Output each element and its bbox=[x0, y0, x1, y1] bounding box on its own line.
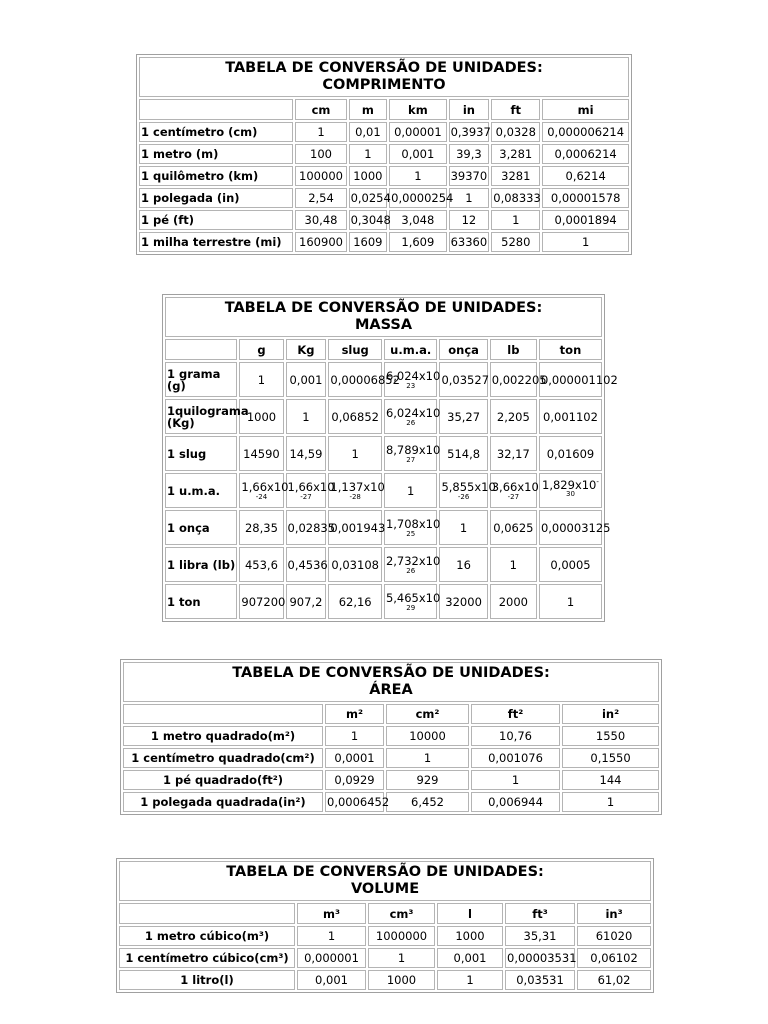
table-cell bbox=[439, 510, 487, 545]
cell-value: 5,465x10 bbox=[385, 590, 441, 605]
title-line-2: MASSA bbox=[354, 317, 413, 333]
column-header: in bbox=[449, 99, 490, 120]
table-cell bbox=[539, 510, 611, 545]
table-cell: 1 bbox=[542, 232, 629, 252]
table-row bbox=[119, 970, 651, 990]
table-cell bbox=[286, 510, 336, 545]
table-cell: 0,001 bbox=[389, 144, 446, 164]
table-cell bbox=[286, 436, 327, 471]
table-cell: 0,0328 bbox=[491, 122, 540, 142]
table-cell: 0,00003531 bbox=[505, 948, 575, 968]
cell-value: 32000 bbox=[445, 594, 482, 609]
cell-value: 2,205 bbox=[496, 409, 530, 424]
length-conversion-table bbox=[136, 54, 632, 255]
table-cell bbox=[328, 436, 382, 471]
table-cell: 0,000001 bbox=[297, 948, 366, 968]
table-cell: 1000000 bbox=[368, 926, 435, 946]
column-header: cm² bbox=[386, 704, 469, 724]
cell-value: 28,35 bbox=[244, 520, 278, 535]
cell-value: 1 bbox=[566, 594, 575, 609]
table-cell: 0,00001 bbox=[389, 122, 446, 142]
cell-value: 3,66x10 bbox=[491, 479, 539, 494]
table-cell: 1 bbox=[325, 726, 384, 746]
cell-value: 0,0625 bbox=[493, 520, 534, 535]
table-cell bbox=[490, 510, 537, 545]
cell-value: 5,855x10 bbox=[441, 479, 496, 494]
table-cell: 144 bbox=[562, 770, 659, 790]
table-cell bbox=[239, 510, 283, 545]
header-row bbox=[139, 99, 629, 120]
table-cell bbox=[490, 362, 547, 397]
row-label: 1 milha terrestre (mi) bbox=[139, 232, 293, 252]
table-cell: 1000 bbox=[349, 166, 388, 186]
volume-conversion-table bbox=[116, 858, 654, 993]
cell-value: 0,02835 bbox=[287, 520, 336, 535]
row-label: 1 metro cúbico(m³) bbox=[119, 926, 295, 946]
row-label: 1 metro quadrado(m²) bbox=[123, 726, 323, 746]
table-cell bbox=[328, 473, 385, 508]
title-line-2: ÁREA bbox=[369, 682, 413, 698]
table-cell bbox=[286, 473, 335, 508]
table-cell: 63360 bbox=[449, 232, 490, 252]
table-cell: 61,02 bbox=[577, 970, 651, 990]
table-cell: 30,48 bbox=[295, 210, 346, 230]
table-cell: 0,0929 bbox=[325, 770, 384, 790]
table-cell: 2,54 bbox=[295, 188, 346, 208]
column-header bbox=[165, 339, 237, 360]
column-header: g bbox=[239, 339, 283, 360]
title-line-1: TABELA DE CONVERSÃO DE UNIDADES: bbox=[224, 300, 543, 316]
title-line-2: COMPRIMENTO bbox=[322, 77, 446, 93]
table-cell: 0,03531 bbox=[505, 970, 575, 990]
table-cell bbox=[490, 584, 537, 619]
table-cell: 0,1550 bbox=[562, 748, 659, 768]
table-cell: 39370 bbox=[449, 166, 490, 186]
table-row bbox=[123, 792, 659, 812]
table-cell: 1 bbox=[437, 970, 503, 990]
exponent: -27 bbox=[300, 492, 312, 501]
column-header: m³ bbox=[297, 903, 366, 924]
table-cell: 100000 bbox=[295, 166, 346, 186]
table-cell: 3,281 bbox=[491, 144, 540, 164]
table-cell: 0,3937 bbox=[449, 122, 490, 142]
cell-value: 6,024x10 bbox=[385, 405, 441, 420]
cell-value: 1000 bbox=[246, 409, 277, 424]
table-cell: 0,3048 bbox=[349, 210, 388, 230]
table-cell bbox=[384, 399, 441, 434]
table-cell: 1 bbox=[389, 166, 446, 186]
cell-value: 1 bbox=[257, 372, 266, 387]
table-cell bbox=[539, 584, 602, 619]
table-cell bbox=[490, 473, 537, 508]
column-header: mi bbox=[542, 99, 629, 120]
table-cell: 1 bbox=[295, 122, 346, 142]
column-header: ft² bbox=[471, 704, 560, 724]
table-cell bbox=[286, 362, 327, 397]
row-label: 1 centímetro cúbico(cm³) bbox=[119, 948, 295, 968]
column-header: onça bbox=[439, 339, 487, 360]
row-label: 1 ton bbox=[165, 584, 237, 619]
title-row bbox=[119, 861, 651, 901]
cell-value: 35,27 bbox=[447, 409, 481, 424]
table-cell: 100 bbox=[295, 144, 346, 164]
table-cell bbox=[439, 473, 496, 508]
exponent: -27 bbox=[507, 492, 520, 501]
cell-value: 907,2 bbox=[289, 594, 323, 609]
cell-value: 907200 bbox=[241, 594, 286, 609]
table-row bbox=[139, 232, 629, 252]
cell-value: 1,708x10 bbox=[385, 516, 441, 531]
table-cell: 0,0001 bbox=[325, 748, 384, 768]
table-cell: 0,0001894 bbox=[542, 210, 629, 230]
column-header: lb bbox=[490, 339, 537, 360]
cell-value: 0,01609 bbox=[546, 446, 595, 461]
table-cell: 1000 bbox=[437, 926, 503, 946]
table-title bbox=[123, 662, 659, 702]
table-cell: 0,001076 bbox=[471, 748, 560, 768]
table-title bbox=[165, 297, 602, 337]
cell-value: 0,03108 bbox=[331, 557, 379, 572]
table-row bbox=[123, 770, 659, 790]
exponent: 23 bbox=[406, 381, 416, 390]
cell-value: 1 bbox=[459, 520, 468, 535]
table-cell: 0,06102 bbox=[577, 948, 651, 968]
table-cell bbox=[439, 436, 487, 471]
table-cell bbox=[439, 362, 490, 397]
table-cell: 160900 bbox=[295, 232, 346, 252]
exponent: 27 bbox=[406, 455, 416, 464]
column-header: u.m.a. bbox=[384, 339, 438, 360]
table-cell bbox=[539, 399, 602, 434]
table-cell bbox=[439, 584, 487, 619]
cell-value: 2000 bbox=[498, 594, 528, 609]
column-header: km bbox=[389, 99, 446, 120]
table-cell bbox=[328, 399, 382, 434]
cell-value: 453,6 bbox=[244, 557, 278, 572]
cell-value: 14590 bbox=[243, 446, 280, 461]
table-cell: 1 bbox=[349, 144, 388, 164]
table-cell: 1 bbox=[471, 770, 560, 790]
table-cell: 0,00001578 bbox=[542, 188, 629, 208]
cell-value: 62,16 bbox=[338, 594, 372, 609]
table-cell bbox=[328, 584, 382, 619]
exponent: -28 bbox=[349, 492, 361, 501]
table-title bbox=[139, 57, 629, 97]
column-header: m² bbox=[325, 704, 384, 724]
column-header: ft³ bbox=[505, 903, 575, 924]
title-line-1: TABELA DE CONVERSÃO DE UNIDADES: bbox=[226, 864, 544, 880]
table-row bbox=[165, 510, 602, 545]
table-cell: 5280 bbox=[491, 232, 540, 252]
table-cell bbox=[490, 547, 537, 582]
table-cell: 0,006944 bbox=[471, 792, 560, 812]
row-label: 1 polegada (in) bbox=[139, 188, 293, 208]
cell-value: 6,024x10 bbox=[385, 368, 441, 383]
cell-value: 2,732x10 bbox=[385, 553, 441, 568]
table-cell: 1000 bbox=[368, 970, 435, 990]
table-cell: 0,0006452 bbox=[325, 792, 384, 812]
table-cell: 1 bbox=[386, 748, 469, 768]
table-cell: 0,0254 bbox=[349, 188, 388, 208]
table-row bbox=[139, 144, 629, 164]
table-cell: 35,31 bbox=[505, 926, 575, 946]
cell-value: 1 bbox=[351, 446, 359, 461]
table-row bbox=[119, 926, 651, 946]
table-cell bbox=[328, 547, 382, 582]
title-row bbox=[123, 662, 659, 702]
cell-value: 514,8 bbox=[447, 446, 481, 461]
row-label: 1 litro(l) bbox=[119, 970, 295, 990]
cell-value: 1,137x10 bbox=[330, 479, 385, 494]
column-header: ft bbox=[491, 99, 540, 120]
table-cell: 1 bbox=[562, 792, 659, 812]
column-header bbox=[119, 903, 295, 924]
exponent: 26 bbox=[406, 418, 416, 427]
cell-value: 1,829x10 bbox=[542, 477, 597, 492]
table-cell bbox=[286, 399, 327, 434]
table-cell: 3281 bbox=[491, 166, 540, 186]
table-cell: 0,0006214 bbox=[542, 144, 629, 164]
table-cell bbox=[539, 473, 602, 508]
table-row bbox=[139, 166, 629, 186]
row-label: 1 pé (ft) bbox=[139, 210, 293, 230]
column-header bbox=[123, 704, 323, 724]
column-header bbox=[139, 99, 293, 120]
table-cell bbox=[384, 547, 441, 582]
cell-value: 0,0005 bbox=[550, 557, 591, 572]
table-cell: 61020 bbox=[577, 926, 651, 946]
cell-value: 0,002205 bbox=[491, 372, 547, 387]
table-cell: 0,08333 bbox=[491, 188, 540, 208]
table-cell bbox=[439, 399, 487, 434]
cell-value: 0,001943 bbox=[330, 520, 386, 535]
table-cell bbox=[239, 436, 283, 471]
row-label: 1 slug bbox=[165, 436, 237, 471]
table-cell: 10000 bbox=[386, 726, 469, 746]
column-header: in³ bbox=[577, 903, 651, 924]
table-cell: 6,452 bbox=[386, 792, 469, 812]
cell-value: 0,001 bbox=[289, 372, 323, 387]
header-row bbox=[123, 704, 659, 724]
table-row bbox=[165, 436, 602, 471]
column-header: Kg bbox=[286, 339, 327, 360]
row-label: 1 onça bbox=[165, 510, 237, 545]
row-label: 1 quilômetro (km) bbox=[139, 166, 293, 186]
table-cell bbox=[328, 362, 400, 397]
cell-value: 0,001102 bbox=[543, 409, 598, 424]
column-header: cm bbox=[295, 99, 346, 120]
table-cell bbox=[384, 436, 441, 471]
table-row bbox=[139, 122, 629, 142]
table-cell bbox=[239, 584, 286, 619]
row-label: 1 metro (m) bbox=[139, 144, 293, 164]
cell-value: 0,00003125 bbox=[540, 520, 611, 535]
table-cell: 0,001 bbox=[437, 948, 503, 968]
table-cell bbox=[286, 584, 327, 619]
table-cell bbox=[539, 436, 602, 471]
table-cell: 1 bbox=[297, 926, 366, 946]
table-row bbox=[123, 726, 659, 746]
row-label: 1 grama (g) bbox=[165, 362, 237, 397]
cell-value: 0,000001102 bbox=[540, 372, 618, 387]
cell-value: 32,17 bbox=[496, 446, 530, 461]
row-label: 1 polegada quadrada(in²) bbox=[123, 792, 323, 812]
table-cell: 12 bbox=[449, 210, 490, 230]
row-label: 1 centímetro (cm) bbox=[139, 122, 293, 142]
table-row bbox=[139, 188, 629, 208]
table-row bbox=[165, 584, 602, 619]
table-cell: 929 bbox=[386, 770, 469, 790]
exponent: 26 bbox=[406, 566, 416, 575]
column-header: cm³ bbox=[368, 903, 435, 924]
cell-value: 1,66x10 bbox=[287, 479, 335, 494]
title-line-1: TABELA DE CONVERSÃO DE UNIDADES: bbox=[232, 665, 550, 681]
table-cell: 0,6214 bbox=[542, 166, 629, 186]
cell-value: 0,06852 bbox=[331, 409, 379, 424]
title-row bbox=[165, 297, 602, 337]
table-cell: 10,76 bbox=[471, 726, 560, 746]
table-cell: 3,048 bbox=[389, 210, 446, 230]
table-cell: 0,0000254 bbox=[389, 188, 446, 208]
cell-value: 14,59 bbox=[289, 446, 323, 461]
title-line-1: TABELA DE CONVERSÃO DE UNIDADES: bbox=[225, 60, 543, 76]
table-cell bbox=[239, 473, 289, 508]
table-cell: 1,609 bbox=[389, 232, 446, 252]
row-label: 1quilograma (Kg) bbox=[165, 399, 237, 434]
table-cell: 1 bbox=[491, 210, 540, 230]
header-row bbox=[165, 339, 602, 360]
table-row bbox=[165, 547, 602, 582]
row-label: 1 centímetro quadrado(cm²) bbox=[123, 748, 323, 768]
title-row bbox=[139, 57, 629, 97]
table-cell bbox=[384, 510, 441, 545]
table-cell: 1550 bbox=[562, 726, 659, 746]
exponent: 25 bbox=[406, 529, 416, 538]
cell-value: 1 bbox=[509, 557, 517, 572]
table-cell bbox=[239, 362, 283, 397]
table-row bbox=[123, 748, 659, 768]
mass-conversion-table bbox=[162, 294, 618, 622]
column-header: slug bbox=[328, 339, 382, 360]
exponent: -26 bbox=[457, 492, 470, 501]
row-label: 1 libra (lb) bbox=[165, 547, 237, 582]
table-cell: 1 bbox=[449, 188, 490, 208]
table-cell bbox=[539, 547, 602, 582]
table-cell bbox=[384, 584, 441, 619]
table-cell: 39,3 bbox=[449, 144, 490, 164]
table-cell bbox=[384, 473, 438, 508]
table-row bbox=[165, 362, 602, 397]
table-row bbox=[165, 473, 602, 508]
table-cell bbox=[328, 510, 386, 545]
table-row bbox=[139, 210, 629, 230]
cell-value: 8,789x10 bbox=[385, 442, 441, 457]
exponent: 29 bbox=[406, 603, 416, 612]
cell-value: 1 bbox=[407, 483, 415, 498]
table-cell bbox=[286, 547, 327, 582]
table-cell bbox=[439, 547, 487, 582]
cell-value: 0,4536 bbox=[287, 557, 328, 572]
table-cell bbox=[384, 362, 441, 397]
table-cell bbox=[239, 547, 283, 582]
title-line-2: VOLUME bbox=[350, 881, 420, 897]
column-header: in² bbox=[562, 704, 659, 724]
cell-value: 16 bbox=[456, 557, 471, 572]
table-cell: 1 bbox=[368, 948, 435, 968]
cell-value: 1,66x10 bbox=[241, 479, 289, 494]
table-row bbox=[119, 948, 651, 968]
table-cell: 0,001 bbox=[297, 970, 366, 990]
column-header: m bbox=[349, 99, 388, 120]
table-cell bbox=[490, 399, 537, 434]
table-row bbox=[165, 399, 602, 434]
column-header: ton bbox=[539, 339, 602, 360]
table-title bbox=[119, 861, 651, 901]
area-conversion-table bbox=[120, 659, 662, 815]
table-cell: 0,000006214 bbox=[542, 122, 629, 142]
header-row bbox=[119, 903, 651, 924]
table-cell: 1609 bbox=[349, 232, 388, 252]
cell-value: 0,03527 bbox=[441, 372, 490, 387]
exponent: -24 bbox=[255, 492, 268, 501]
cell-value: 0,00006852 bbox=[330, 372, 400, 387]
table-cell bbox=[490, 436, 537, 471]
row-label: 1 u.m.a. bbox=[165, 473, 237, 508]
table-cell bbox=[539, 362, 618, 397]
row-label: 1 pé quadrado(ft²) bbox=[123, 770, 323, 790]
column-header: l bbox=[437, 903, 503, 924]
exponent: -30 bbox=[566, 477, 599, 498]
table-cell: 0,01 bbox=[349, 122, 388, 142]
cell-value: 1 bbox=[302, 409, 310, 424]
